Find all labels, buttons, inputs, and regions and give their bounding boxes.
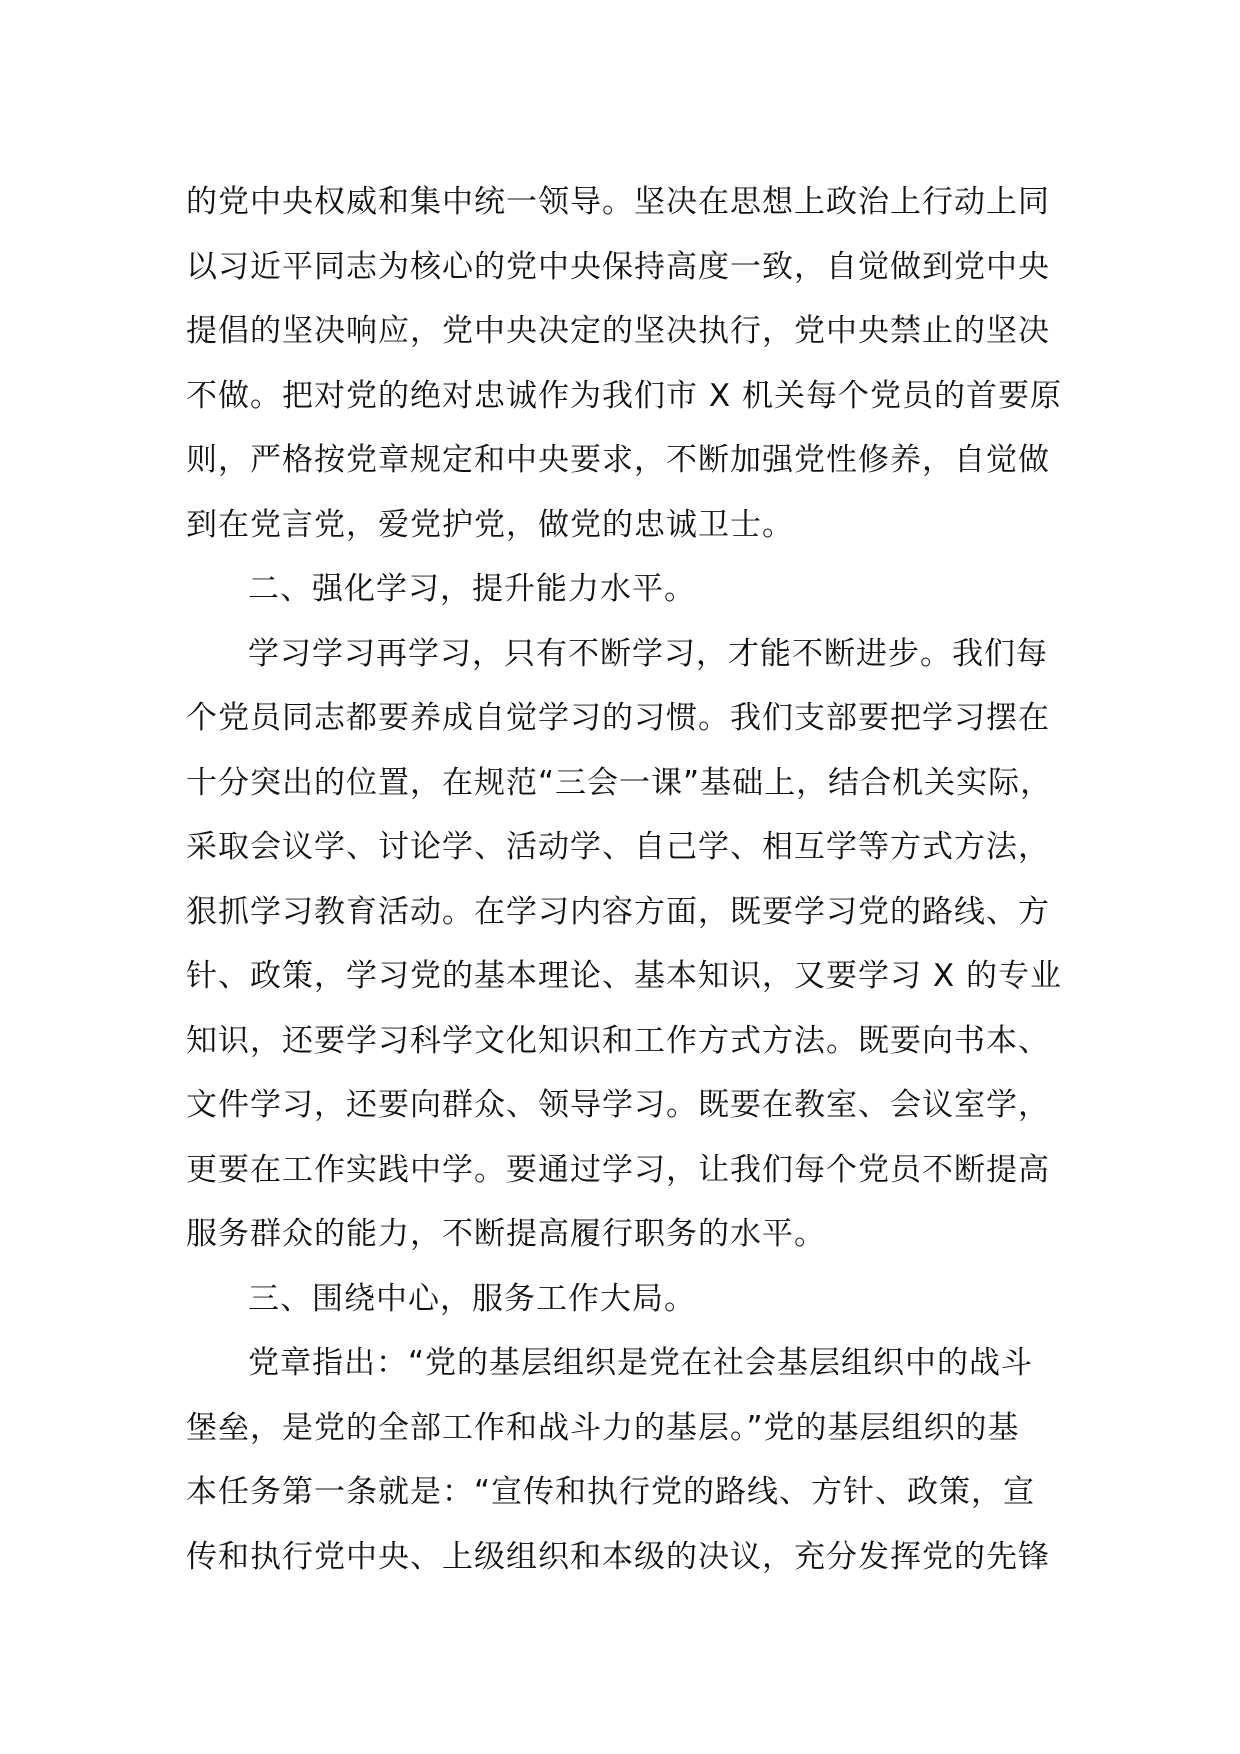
text-line: 本任务第一条就是：“宣传和执行党的路线、方针、政策，宣 bbox=[186, 1474, 1036, 1510]
text-line: 文件学习，还要向群众、领导学习。既要在教室、会议室学， bbox=[186, 1087, 1050, 1123]
text-line: 以习近平同志为核心的党中央保持高度一致，自觉做到党中央 bbox=[186, 248, 1050, 285]
text-line: 十分突出的位置，在规范“三会一课”基础上，结合机关实际， bbox=[186, 764, 1053, 801]
text-line: 学习学习再学习，只有不断学习，才能不断进步。我们每 bbox=[248, 635, 1048, 672]
text-line: 则，严格按党章规定和中央要求，不断加强党性修养，自觉做 bbox=[186, 442, 1050, 478]
section-heading: 三、围绕中心，服务工作大局。 bbox=[248, 1280, 696, 1317]
text-line: 传和执行党中央、上级组织和本级的决议，充分发挥党的先锋 bbox=[186, 1538, 1050, 1575]
text-line: 狠抓学习教育活动。在学习内容方面，既要学习党的路线、方 bbox=[186, 893, 1050, 930]
text-line: 到在党言党，爱党护党，做党的忠诚卫士。 bbox=[186, 506, 794, 543]
text-line: 更要在工作实践中学。要通过学习，让我们每个党员不断提高 bbox=[186, 1151, 1050, 1188]
text-line: 服务群众的能力，不断提高履行职务的水平。 bbox=[186, 1216, 826, 1252]
text-line: 知识，还要学习科学文化知识和工作方式方法。既要向书本、 bbox=[186, 1022, 1050, 1059]
text-line: 堡垒，是党的全部工作和战斗力的基层。”党的基层组织的基 bbox=[186, 1409, 1020, 1446]
text-line: 针、政策，学习党的基本理论、基本知识，又要学习 X 的专业 bbox=[186, 958, 1062, 994]
text-line: 党章指出：“党的基层组织是党在社会基层组织中的战斗 bbox=[248, 1345, 1034, 1381]
text-line: 采取会议学、讨论学、活动学、自己学、相互学等方式方法， bbox=[186, 829, 1050, 865]
body-text bbox=[186, 170, 1066, 1589]
text-line: 个党员同志都要养成自觉学习的习惯。我们支部要把学习摆在 bbox=[186, 700, 1050, 736]
text-line: 的党中央权威和集中统一领导。坚决在思想上政治上行动上同 bbox=[186, 184, 1050, 220]
text-line: 不做。把对党的绝对忠诚作为我们市 X 机关每个党员的首要原 bbox=[186, 377, 1062, 414]
section-heading: 二、强化学习，提升能力水平。 bbox=[248, 571, 696, 607]
text-line: 提倡的坚决响应，党中央决定的坚决执行，党中央禁止的坚决 bbox=[186, 313, 1050, 349]
